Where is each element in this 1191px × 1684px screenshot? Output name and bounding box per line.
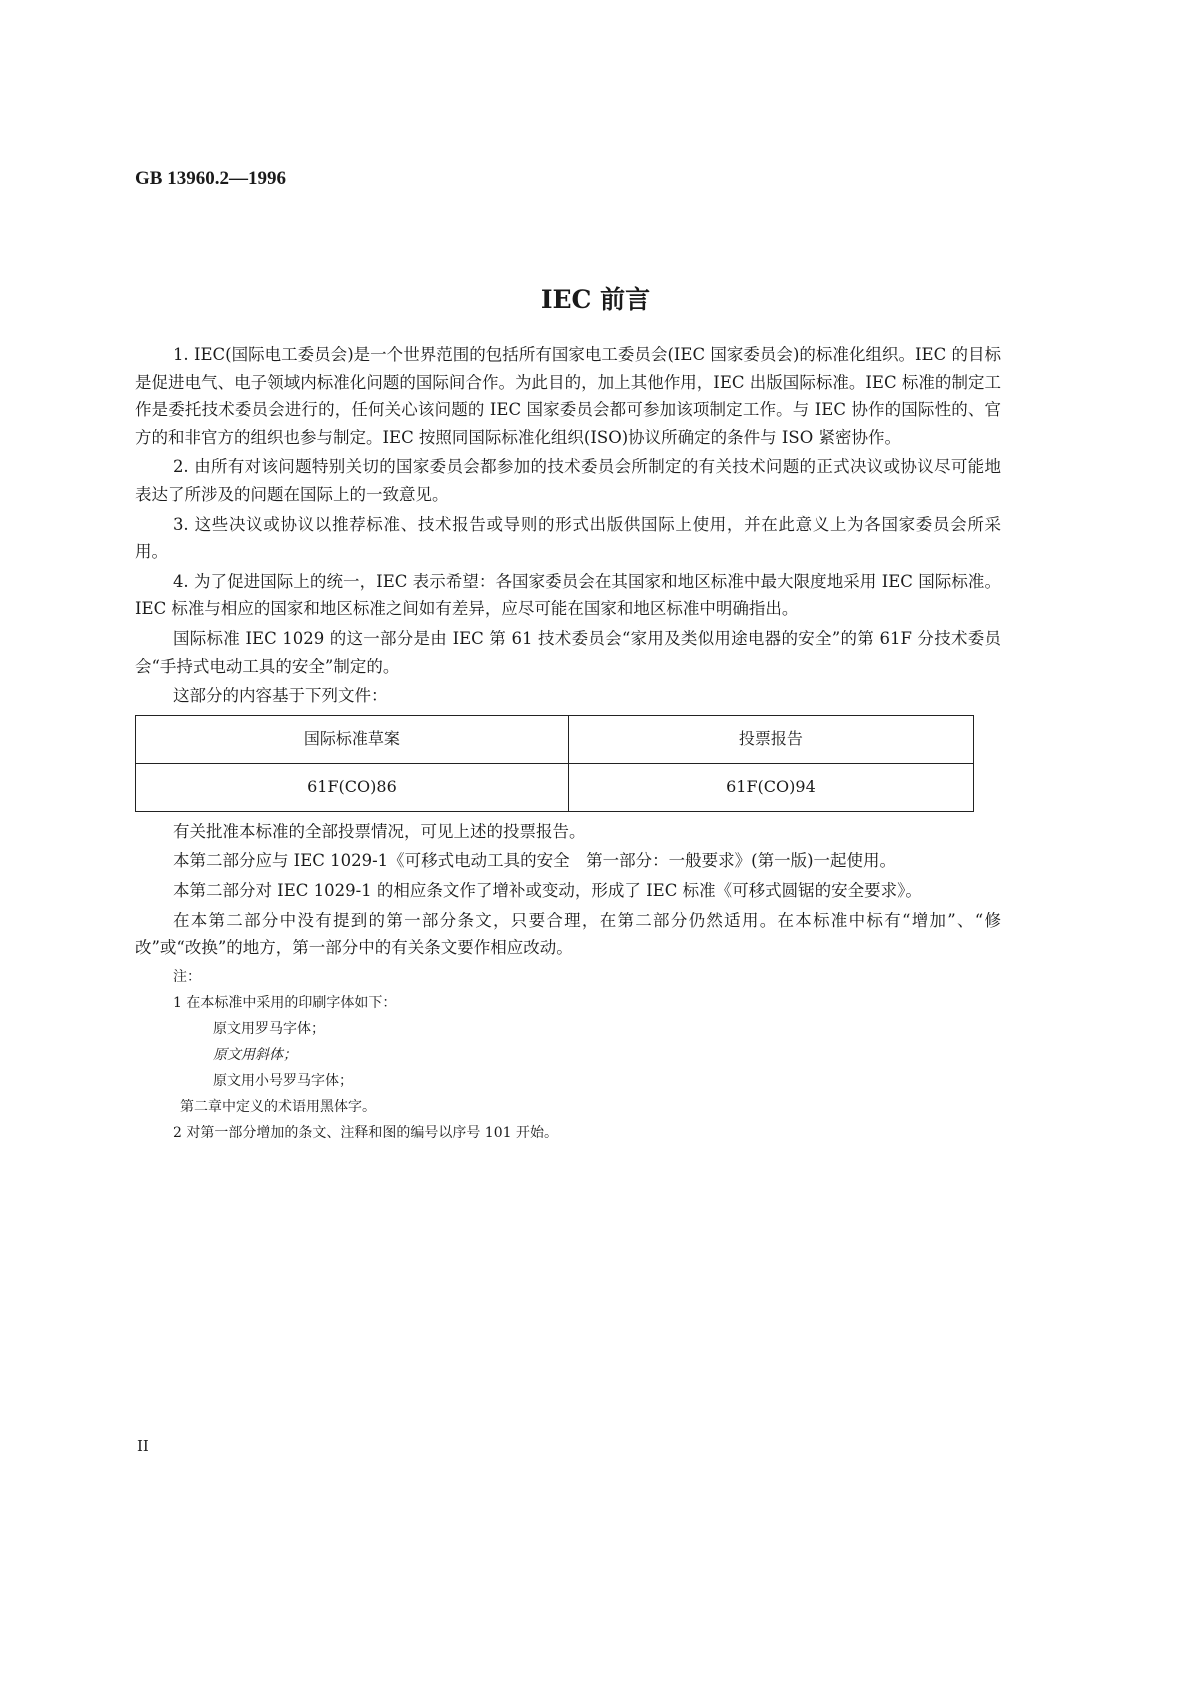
note-subitem: 原文用罗马字体； [213,1020,325,1037]
table-cell: 61F(CO)86 [136,763,569,811]
paragraph: 这部分的内容基于下列文件： [172,686,388,706]
standard-number: GB 13960.2—1996 [135,168,286,189]
documents-table [135,715,974,812]
note-subitem: 第二章中定义的术语用黑体字。 [180,1098,376,1115]
table-row [136,763,974,811]
paragraph: 1. IEC(国际电工委员会)是一个世界范围的包括所有国家电工委员会(IEC 国家委员会)的标准化组织。IEC 的目标是促进电气、电子领域内标准化问题的国际间合作。为此目的，加上其他作用，IEC 出版国际标准。IEC 标准的制定工作是委托技术委员会进行的，任何关心该问题的 IEC 国家委员会都可参加该项制定工作。与 IEC 协作的国际性的、官方的和非官方的组织也参与制定。IEC 按照同国际标准化组织(ISO)协议所确定的条件与 ISO 紧密协作。 [135,345,1001,447]
paragraph: 有关批准本标准的全部投票情况，可见上述的投票报告。 [172,821,586,841]
page-number: II [137,1437,149,1455]
note-subitem: 原文用斜体； [213,1046,297,1063]
table-header-row [136,715,974,763]
note-item: 2 对第一部分增加的条文、注释和图的编号以序号 101 开始。 [173,1124,558,1141]
paragraph: 本第二部分对 IEC 1029-1 的相应条文作了增补或变动，形成了 IEC 标准《可移式圆锯的安全要求》。 [172,880,922,900]
table-header-cell: 投票报告 [568,715,973,763]
paragraph: 在本第二部分中没有提到的第一部分条文，只要合理，在第二部分仍然适用。在本标准中标有“增加”、“修改”或“改换”的地方，第一部分中的有关条文要作相应改动。 [135,910,1001,958]
paragraph: 国际标准 IEC 1029 的这一部分是由 IEC 第 61 技术委员会“家用及类似用途电器的安全”的第 61F 分技术委员会“手持式电动工具的安全”制定的。 [135,628,1001,676]
note-subitem: 原文用小号罗马字体； [213,1072,353,1089]
page-title: IEC 前言 [540,285,651,314]
note-item: 1 在本标准中采用的印刷字体如下： [173,994,397,1011]
paragraph: 4. 为了促进国际上的统一，IEC 表示希望：各国家委员会在其国家和地区标准中最大限度地采用 IEC 国际标准。IEC 标准与相应的国家和地区标准之间如有差异，应尽可能在国家和地区标准中明确指出。 [135,571,1001,619]
paragraph: 本第二部分应与 IEC 1029-1《可移式电动工具的安全 第一部分：一般要求》(第一版)一起使用。 [172,851,897,871]
paragraph: 2. 由所有对该问题特别关切的国家委员会都参加的技术委员会所制定的有关技术问题的正式决议或协议尽可能地表达了所涉及的问题在国际上的一致意见。 [135,457,1001,504]
document-body [135,341,1001,1146]
notes-label: 注： [173,968,201,985]
table-cell: 61F(CO)94 [568,763,973,811]
notes [135,964,1001,1146]
paragraph: 3. 这些决议或协议以推荐标准、技术报告或导则的形式出版供国际上使用，并在此意义上为各国家委员会所采用。 [135,514,1001,562]
table-header-cell: 国际标准草案 [136,715,569,763]
